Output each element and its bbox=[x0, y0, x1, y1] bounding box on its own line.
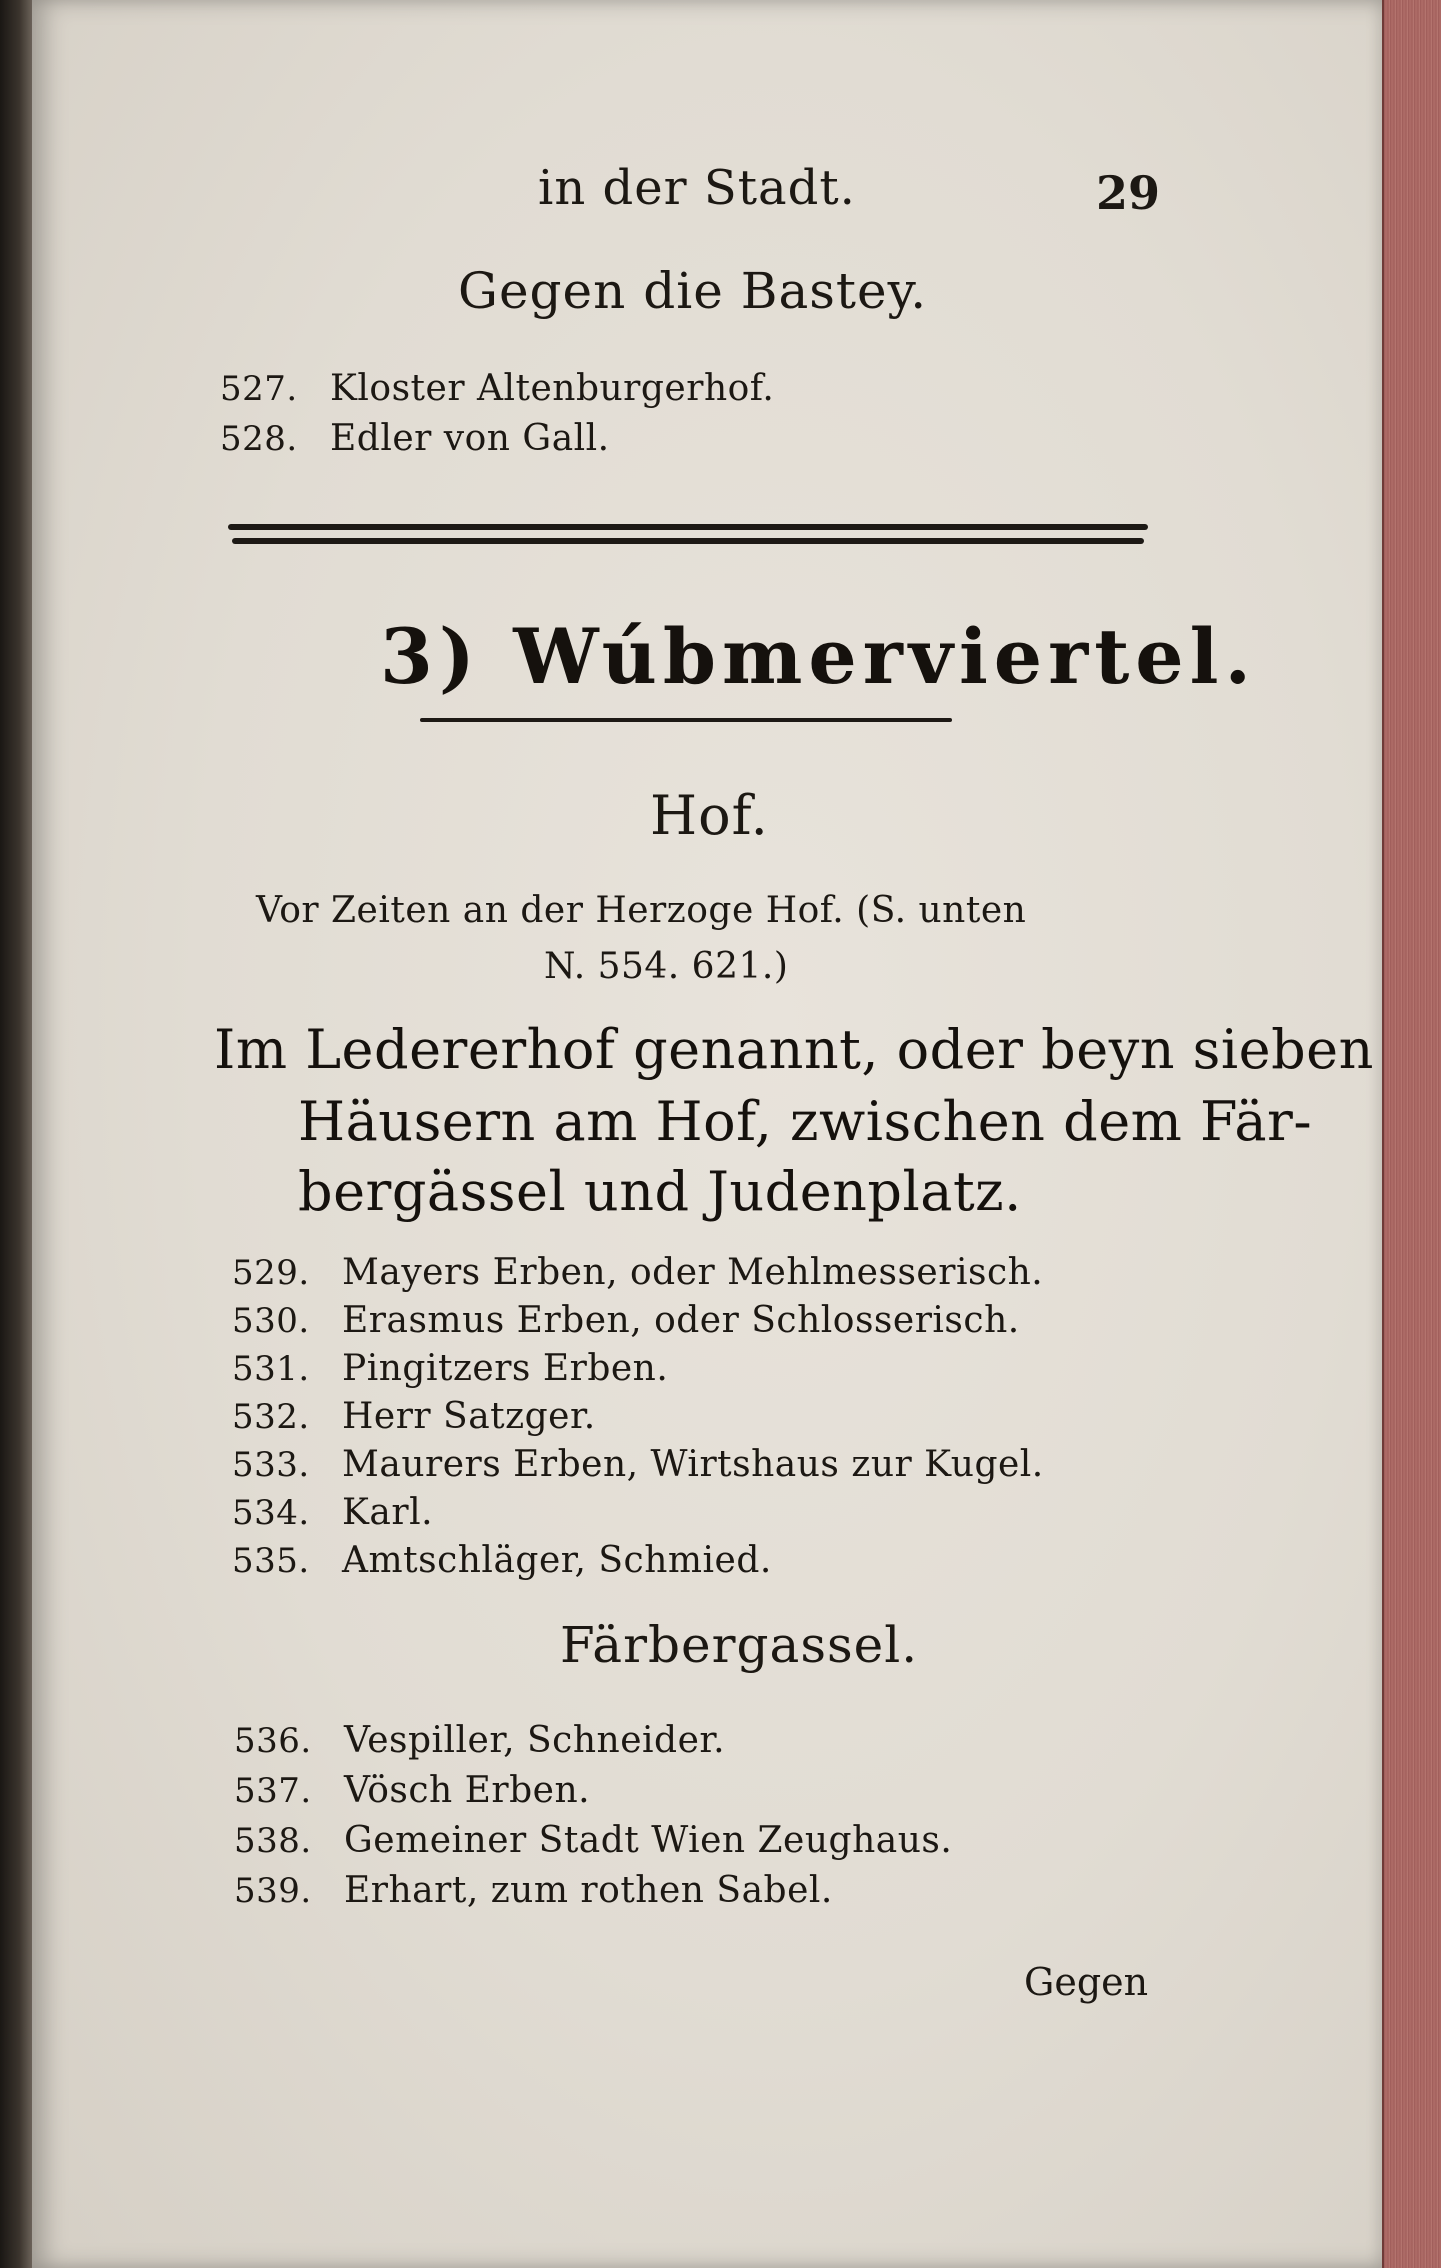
entry-text: Gemeiner Stadt Wien Zeughaus. bbox=[344, 1820, 953, 1861]
location-description-line-1: Im Ledererhof genannt, oder beyn sieben bbox=[214, 1018, 1374, 1081]
list-item bbox=[220, 368, 774, 409]
location-description-line-2: Häusern am Hof, zwischen dem Fär- bbox=[298, 1090, 1313, 1153]
entry-number: 538. bbox=[234, 1821, 312, 1861]
entry-text: Amtschläger, Schmied. bbox=[342, 1540, 772, 1581]
entry-text: Erasmus Erben, oder Schlosserisch. bbox=[342, 1300, 1020, 1341]
double-rule-divider bbox=[228, 520, 1148, 550]
list-item bbox=[234, 1720, 725, 1761]
section-heading-bastey: Gegen die Bastey. bbox=[458, 262, 928, 320]
entry-number: 539. bbox=[234, 1871, 312, 1911]
section-heading-hof: Hof. bbox=[650, 784, 769, 847]
entry-text: Erhart, zum rothen Sabel. bbox=[344, 1870, 833, 1911]
entry-text: Karl. bbox=[342, 1492, 434, 1533]
list-item bbox=[234, 1820, 952, 1861]
entry-text: Edler von Gall. bbox=[330, 418, 610, 459]
page-edge-red bbox=[1382, 0, 1441, 2268]
historical-note-line-1: Vor Zeiten an der Herzoge Hof. (S. unten bbox=[256, 890, 1027, 931]
location-description-line-3: bergässel und Judenplatz. bbox=[298, 1160, 1022, 1223]
entry-number: 535. bbox=[232, 1541, 310, 1581]
list-item bbox=[234, 1770, 590, 1811]
catchword: Gegen bbox=[1024, 1960, 1149, 2004]
list-item bbox=[232, 1540, 772, 1581]
list-item bbox=[232, 1492, 433, 1533]
quarter-heading: 3) Wúbmerviertel. bbox=[380, 612, 1257, 701]
list-item bbox=[232, 1348, 668, 1389]
single-rule-divider bbox=[420, 718, 952, 722]
entry-text: Pingitzers Erben. bbox=[342, 1348, 669, 1389]
entry-number: 532. bbox=[232, 1397, 310, 1437]
book-gutter bbox=[0, 0, 32, 2268]
entry-number: 534. bbox=[232, 1493, 310, 1533]
list-item bbox=[234, 1870, 833, 1911]
entry-text: Mayers Erben, oder Mehlmesserisch. bbox=[342, 1252, 1044, 1293]
entry-number: 533. bbox=[232, 1445, 310, 1485]
page-number: 29 bbox=[1096, 166, 1161, 220]
entry-number: 531. bbox=[232, 1349, 310, 1389]
entry-number: 527. bbox=[220, 369, 298, 409]
entry-number: 529. bbox=[232, 1253, 310, 1293]
entry-number: 530. bbox=[232, 1301, 310, 1341]
list-item bbox=[232, 1300, 1020, 1341]
running-title: in der Stadt. bbox=[538, 160, 856, 216]
list-item bbox=[220, 418, 610, 459]
section-heading-faerbergassel: Färbergassel. bbox=[560, 1616, 919, 1674]
entry-number: 537. bbox=[234, 1771, 312, 1811]
list-item bbox=[232, 1444, 1044, 1485]
entry-text: Kloster Altenburgerhof. bbox=[330, 368, 775, 409]
entry-text: Vösch Erben. bbox=[344, 1770, 591, 1811]
list-item bbox=[232, 1396, 596, 1437]
entry-number: 528. bbox=[220, 419, 298, 459]
entry-text: Herr Satzger. bbox=[342, 1396, 596, 1437]
historical-note-line-2: N. 554. 621.) bbox=[544, 946, 789, 987]
entry-number: 536. bbox=[234, 1721, 312, 1761]
list-item bbox=[232, 1252, 1043, 1293]
entry-text: Vespiller, Schneider. bbox=[344, 1720, 726, 1761]
entry-text: Maurers Erben, Wirtshaus zur Kugel. bbox=[342, 1444, 1044, 1485]
